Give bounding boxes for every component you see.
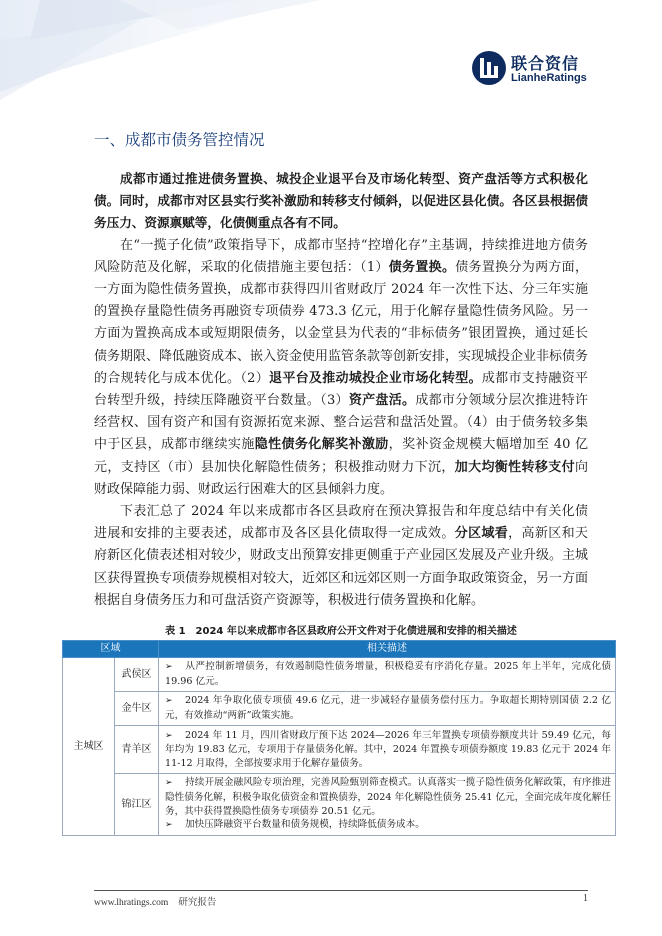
section-title: 一、成都市债务管控情况 <box>94 131 265 149</box>
item-text: 从严控制新增债务，有效遏制隐性债务增量，积极稳妥有序消化存量。2025 年上半年，完成化债 19.96 亿元。 <box>165 661 611 687</box>
text-span: ，奖补资金规模大幅增加至 40 亿元，支持区（市）县加快化解隐性债务；积极推动财力下沉， <box>94 437 588 475</box>
bullet-icon: ➢ <box>165 696 173 707</box>
footer-divider <box>94 890 588 891</box>
text-span: 成都市分领域分层次推进特许经营权、国有资产和国有资源拓宽来源、整合运营和盘活处置。（4）由于债务较多集中于区县，成都市继续实施 <box>94 393 588 453</box>
logo-chinese-name: 联合资信 <box>511 54 580 73</box>
bullet-icon: ➢ <box>165 662 173 673</box>
table-caption: 表 1 2024 年以来成都市各区县政府公开文件对于化债进展和安排的相关描述 <box>165 626 517 637</box>
list-item <box>165 818 611 833</box>
debt-table <box>62 640 616 836</box>
table-row <box>63 774 616 836</box>
bold-asset-revitalization: 资产盘活。 <box>348 393 416 409</box>
list-item <box>165 729 611 771</box>
company-logo <box>471 50 601 90</box>
item-text: 加快压降融资平台数量和债务规模，持续降低债务成本。 <box>185 819 425 831</box>
list-item <box>165 660 611 688</box>
table-row <box>63 692 616 726</box>
district-cell: 武侯区 <box>115 658 159 692</box>
bold-debt-swap: 债务置换。 <box>388 259 456 275</box>
desc-cell <box>159 692 616 726</box>
area-cell: 主城区 <box>63 658 115 836</box>
header-desc: 相关描述 <box>159 641 616 658</box>
table-row <box>63 658 616 692</box>
desc-cell <box>159 658 616 692</box>
text-span: 债务置换分为两方面，一方面为隐性债务置换，成都市获得四川省财政厅 2024 年一次性下达、分三年实施的置换存量隐性债务再融资专项债券 473.3 亿元，用于化解存量隐性债务风险。另一方面为置换高成本或短期限债务，以金堂县为代表的“非标债务”银团置换，通过延长债务期限、降低融资成本、嵌入资金使用监管条款等创新安排，实现城投企业非标债务的合规转化与成本优化。（2） <box>94 259 589 386</box>
footer-left <box>94 894 216 908</box>
desc-cell <box>159 726 616 774</box>
logo-english-name: LianheRatings <box>511 72 587 84</box>
lianhe-logo-icon <box>471 50 507 86</box>
table-row <box>63 726 616 774</box>
text-span: 向财政保障能力弱、财政运行困难大的区县倾斜力度。 <box>94 459 588 497</box>
footer-label: 研究报告 <box>178 898 217 908</box>
footer-site-link[interactable]: www.lhratings.com <box>94 898 169 908</box>
lead-paragraph: 成都市通过推进债务置换、城投企业退平台及市场化转型、资产盘活等方式积极化债。同时，成都市对区县实行奖补激励和转移支付倾斜，以促进区县化债。各区县根据债务压力、资源禀赋等，化债侧重点各有不同。 <box>94 171 588 231</box>
bullet-icon: ➢ <box>165 778 173 789</box>
table-header-row <box>63 641 616 658</box>
bullet-icon: ➢ <box>165 820 173 831</box>
bold-transfer-payment: 加大均衡性转移支付 <box>454 459 575 475</box>
item-text: 2024 年 11 月，四川省财政厅预下达 2024—2026 年三年置换专项债券额度共计 59.49 亿元，每年均为 19.83 亿元，专项用于存量债务化解。其中，2024 年置换专项债券额度 19.83 亿元于 2024 年 11-12 月取得，全部按要求用于化解存量债务。 <box>165 729 611 769</box>
measures-paragraph <box>94 235 588 501</box>
district-cell: 锦江区 <box>115 774 159 836</box>
summary-paragraph <box>94 501 588 612</box>
bold-by-region: 分区域看 <box>454 526 509 542</box>
list-item <box>165 694 611 722</box>
bullet-icon: ➢ <box>165 730 173 741</box>
body-text <box>94 168 588 612</box>
desc-cell <box>159 774 616 836</box>
text-span: 下表汇总了 2024 年以来成都市各区县政府在预决算报告和年度总结中有关化债进展和安排的主要表述，成都市及各区县化债取得一定成效。 <box>94 504 588 542</box>
text-span: 在“一揽子化债”政策指导下，成都市坚持“控增化存”主基调，持续推进地方债务风险防范及化解，采取的化债措施主要包括：（1） <box>94 237 588 275</box>
bold-platform-exit: 退平台及推动城投企业市场化转型。 <box>269 370 482 386</box>
list-item <box>165 776 611 818</box>
text-span: 成都市支持融资平台转型升级，持续压降融资平台数量。（3） <box>94 370 588 409</box>
district-cell: 金牛区 <box>115 692 159 726</box>
page-number: 1 <box>583 893 588 904</box>
district-cell: 青羊区 <box>115 726 159 774</box>
text-span: ，高新区和天府新区化债表述相对较少，财政支出预算安排更侧重于产业园区发展及产业升级。主城区获得置换专项债券规模相对较大，近郊区和远郊区则一方面争取政策资金，另一方面根据自身债务压力和可盘活资产资源等，积极进行债务置换和化解。 <box>94 526 589 608</box>
bold-incentive: 隐性债务化解奖补激励 <box>254 437 389 453</box>
item-text: 2024 年争取化债专项债 49.6 亿元，进一步减轻存量债务偿付压力。争取超长期特别国债 2.2 亿元，有效推动“两新”政策实施。 <box>165 695 611 721</box>
item-text: 持续开展金融风险专项治理，完善风险甄别筛查模式。认真落实一揽子隐性债务化解政策，有序推进隐性债务化解，积极争取化债资金和置换债券，2024 年化解隐性债务 25.41 亿元，全面完成年度化解任务，其中获得置换隐性债务专项债券 20.51 亿元。 <box>165 777 611 817</box>
header-area: 区域 <box>63 641 159 658</box>
